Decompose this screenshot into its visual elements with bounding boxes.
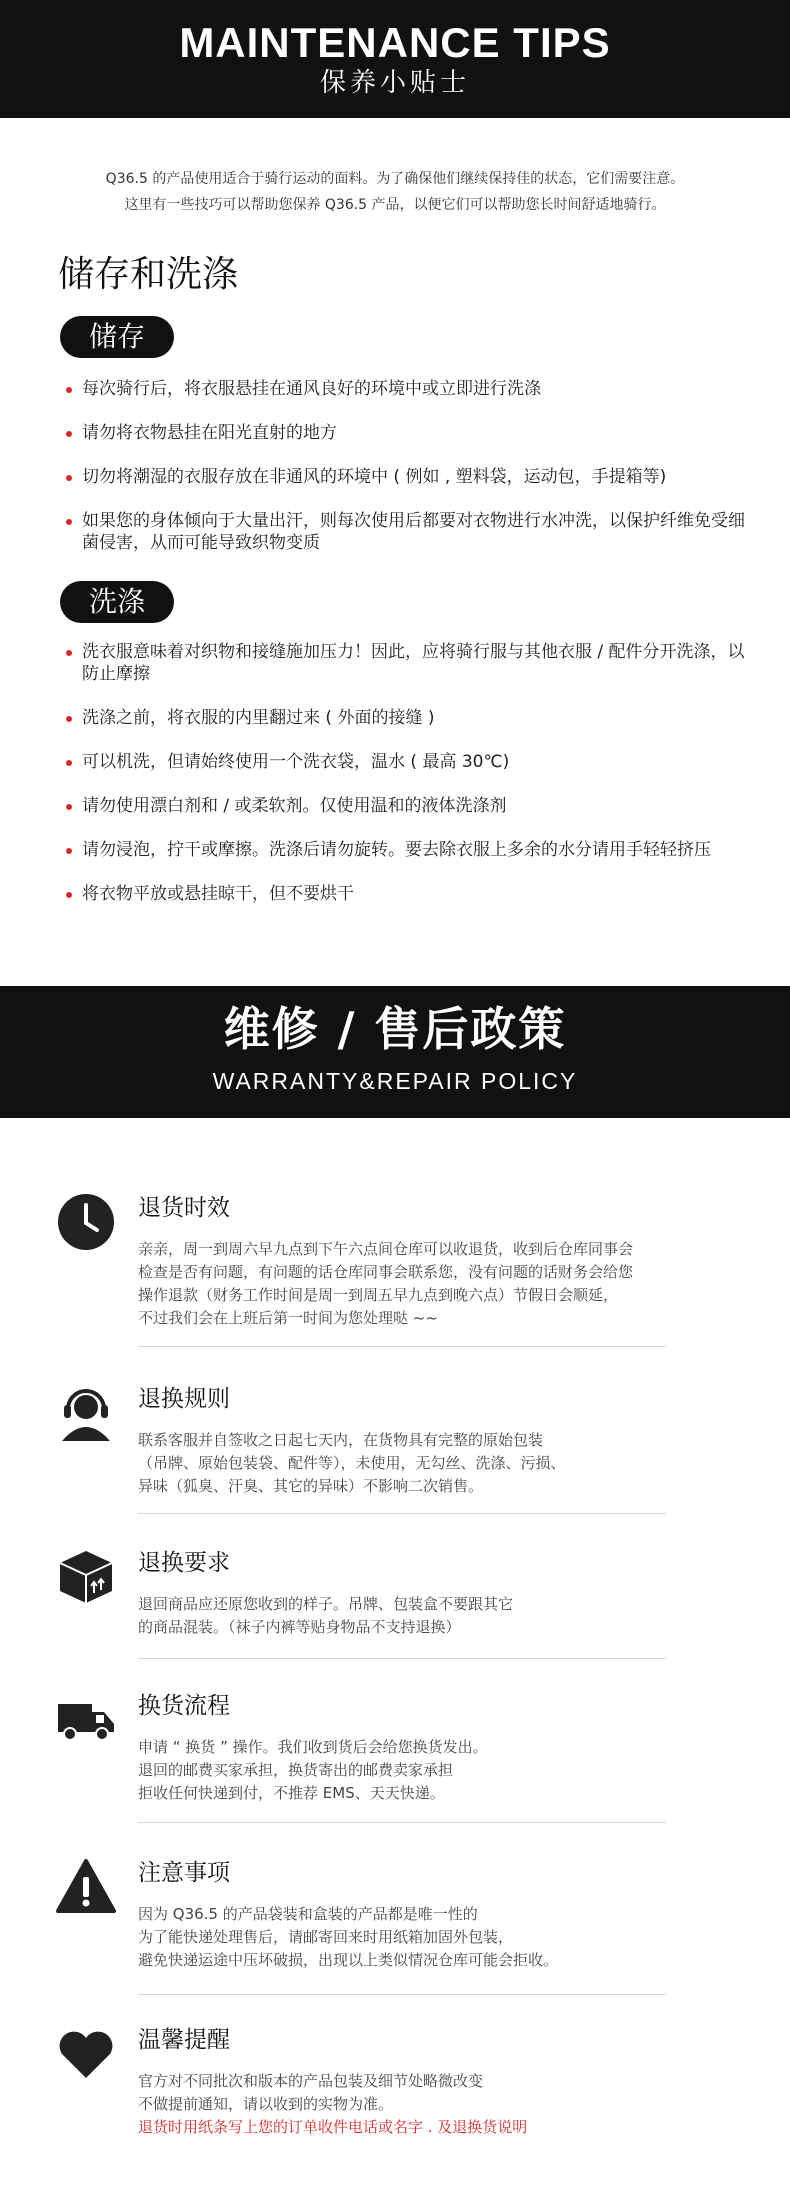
- washing-list: [66, 641, 746, 905]
- header-title-cn: 保养小贴士: [319, 68, 470, 98]
- policy-line: 拒收任何快递到付，不推荐 EMS、天天快递。: [138, 1784, 445, 1802]
- divider: [138, 1513, 666, 1514]
- policy-body: [138, 1903, 698, 1972]
- list-item: 如果您的身体倾向于大量出汗，则每次使用后都要对衣物进行水冲洗，以保护纤维免受细菌侵害，从而可能导致织物变质: [66, 510, 746, 554]
- policy-header: [0, 986, 790, 1118]
- storage-label: 储存: [60, 316, 174, 358]
- divider: [138, 1822, 666, 1823]
- policy-line: 不做提前通知，请以收到的实物为准。: [138, 2095, 394, 2113]
- list-item: 洗衣服意味着对织物和接缝施加压力！因此，应将骑行服与其他衣服 / 配件分开洗涤，以防止摩擦: [66, 641, 746, 685]
- list-item: 可以机洗，但请始终使用一个洗衣袋，温水 ( 最高 30℃): [66, 751, 746, 773]
- intro-line: Q36.5 的产品使用适合于骑行运动的面料。为了确保他们继续保持佳的状态，它们需要注意。: [105, 171, 685, 187]
- storage-list: [66, 378, 746, 554]
- policy-line: 为了能快递处理售后，请邮寄回来时用纸箱加固外包装，: [138, 1928, 514, 1946]
- list-item: 请勿使用漂白剂和 / 或柔软剂。仅使用温和的液体洗涤剂: [66, 795, 746, 817]
- policy-body: [138, 1593, 698, 1639]
- warning-icon: [56, 1857, 116, 1917]
- policy-line: 退回商品应还原您收到的样子。吊牌、包装盒不要跟其它: [138, 1595, 514, 1613]
- truck-icon: [56, 1690, 116, 1750]
- policy-body: [138, 1736, 698, 1805]
- policy-line: 亲亲，周一到周六早九点到下午六点间仓库可以收退货，收到后仓库同事会: [138, 1240, 634, 1258]
- clock-icon: [56, 1192, 116, 1252]
- policy-title: 退货时效: [138, 1195, 230, 1221]
- list-item: 请勿浸泡，拧干或摩擦。洗涤后请勿旋转。要去除衣服上多余的水分请用手轻轻挤压: [66, 839, 746, 861]
- list-item: 每次骑行后，将衣服悬挂在通风良好的环境中或立即进行洗涤: [66, 378, 746, 400]
- headset-icon: [56, 1383, 116, 1443]
- divider: [138, 1994, 666, 1995]
- list-item: 请勿将衣物悬挂在阳光直射的地方: [66, 422, 746, 444]
- policy-line: 联系客服并自签收之日起七天内，在货物具有完整的原始包装: [138, 1431, 544, 1449]
- policy-title-en: WARRANTY&REPAIR POLICY: [212, 1068, 578, 1094]
- list-item: 洗涤之前，将衣服的内里翻过来 ( 外面的接缝 ): [66, 707, 746, 729]
- intro-line: 这里有一些技巧可以帮助您保养 Q36.5 产品，以便它们可以帮助您长时间舒适地骑行。: [124, 197, 666, 213]
- policy-body: [138, 1429, 698, 1498]
- list-item: 切勿将潮湿的衣服存放在非通风的环境中 ( 例如 , 塑料袋，运动包，手提箱等): [66, 466, 746, 488]
- maintenance-header: [0, 0, 790, 118]
- policy-line: 的商品混装。（袜子内裤等贴身物品不支持退换）: [138, 1618, 461, 1636]
- policy-line: 检查是否有问题，有问题的话仓库同事会联系您，没有问题的话财务会给您: [138, 1263, 634, 1281]
- policy-title: 退换规则: [138, 1386, 230, 1412]
- policy-line: 避免快递运途中压坏破损，出现以上类似情况仓库可能会拒收。: [138, 1951, 559, 1969]
- policy-title: 换货流程: [138, 1693, 230, 1719]
- list-item: 将衣物平放或悬挂晾干，但不要烘干: [66, 883, 746, 905]
- box-icon: [56, 1547, 116, 1607]
- header-title-en: MAINTENANCE TIPS: [179, 19, 611, 66]
- policy-title: 退换要求: [138, 1550, 230, 1576]
- policy-line: 不过我们会在上班后第一时间为您处理哒 ~~: [138, 1309, 438, 1327]
- policy-line: 申请 “ 换货 ” 操作。我们收到货后会给您换货发出。: [138, 1738, 488, 1756]
- policy-warning-line: 退货时用纸条写上您的订单收件电话或名字 . 及退换货说明: [138, 2118, 528, 2136]
- policy-title: 注意事项: [138, 1860, 230, 1886]
- policy-body: [138, 1238, 698, 1330]
- policy-title-cn: 维修 / 售后政策: [223, 1002, 567, 1056]
- policy-line: （吊牌、原始包装袋、配件等），未使用，无勾丝、洗涤、污损、: [138, 1454, 566, 1472]
- divider: [138, 1658, 666, 1659]
- policy-line: 操作退款（财务工作时间是周一到周五早九点到晚六点）节假日会顺延，: [138, 1286, 619, 1304]
- policy-line: 因为 Q36.5 的产品袋装和盒装的产品都是唯一性的: [138, 1905, 478, 1923]
- section-title: 储存和洗涤: [58, 254, 239, 295]
- policy-line: 官方对不同批次和版本的产品包装及细节处略微改变: [138, 2072, 484, 2090]
- washing-label: 洗涤: [60, 581, 174, 623]
- policy-title: 温馨提醒: [138, 2027, 230, 2053]
- policy-line: 异味（狐臭、汗臭、其它的异味）不影响二次销售。: [138, 1477, 484, 1495]
- policy-body: [138, 2070, 698, 2139]
- intro-text: [0, 166, 790, 218]
- heart-icon: [56, 2024, 116, 2084]
- policy-line: 退回的邮费买家承担，换货寄出的邮费卖家承担: [138, 1761, 454, 1779]
- divider: [138, 1346, 666, 1347]
